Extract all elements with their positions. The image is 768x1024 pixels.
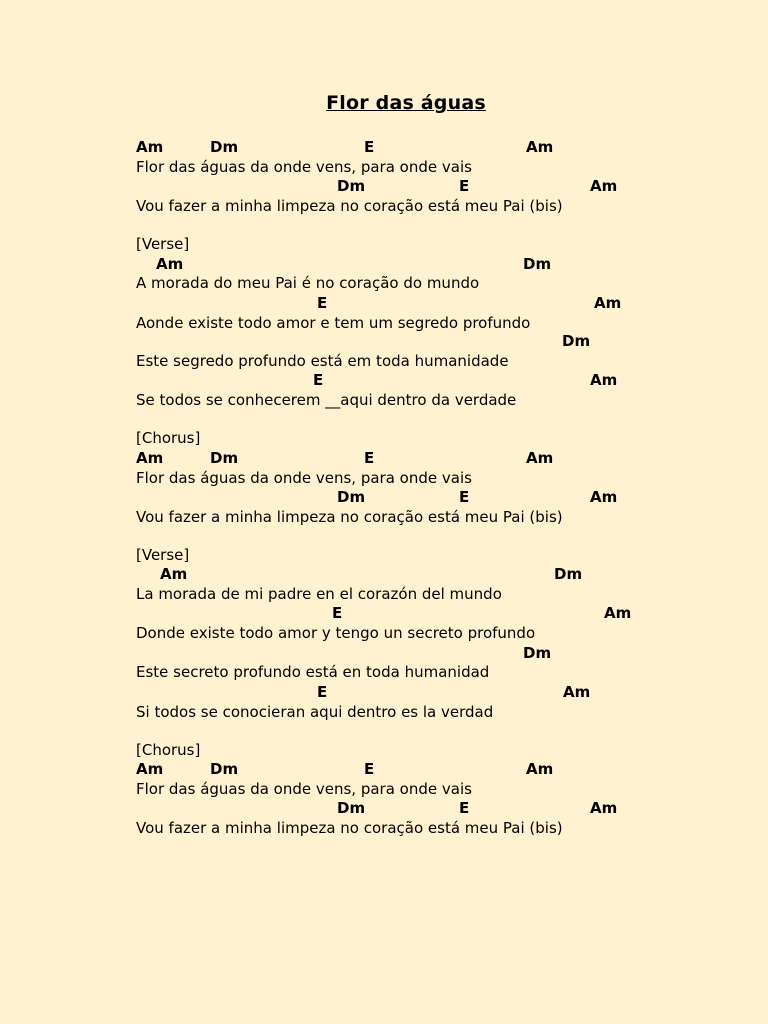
lyric-line: Si todos se conocieran aqui dentro es la verdad <box>136 703 494 721</box>
section-label: [Verse] <box>136 235 190 253</box>
lyric-line: Flor das águas da onde vens, para onde vais <box>136 469 472 487</box>
chord: Dm <box>210 138 239 156</box>
section-label: [Chorus] <box>136 741 201 759</box>
chord: E <box>364 138 375 156</box>
lyric-line: Donde existe todo amor y tengo un secreto profundo <box>136 624 536 642</box>
chord: Am <box>136 760 164 778</box>
chord: E <box>313 371 324 389</box>
chord: E <box>317 294 328 312</box>
section-label: [Verse] <box>136 546 190 564</box>
song-sheet <box>136 0 756 1024</box>
chord: E <box>317 683 328 701</box>
chord: E <box>459 488 470 506</box>
chord: Am <box>526 449 554 467</box>
chord: Dm <box>562 332 591 350</box>
lyric-line: Flor das águas da onde vens, para onde vais <box>136 158 472 176</box>
lyric-line: Vou fazer a minha limpeza no coração está meu Pai (bis) <box>136 508 563 526</box>
chord: Am <box>590 177 618 195</box>
chord: Am <box>136 138 164 156</box>
lyric-line: Flor das águas da onde vens, para onde vais <box>136 780 472 798</box>
lyric-line: Vou fazer a minha limpeza no coração está meu Pai (bis) <box>136 197 563 215</box>
chord: Am <box>136 449 164 467</box>
lyric-line: La morada de mi padre en el corazón del mundo <box>136 585 502 603</box>
chord: E <box>364 449 375 467</box>
chord: E <box>459 177 470 195</box>
chord: Am <box>590 799 618 817</box>
chord: Dm <box>210 760 239 778</box>
chord: Dm <box>210 449 239 467</box>
lyric-line: Vou fazer a minha limpeza no coração está meu Pai (bis) <box>136 819 563 837</box>
song-title: Flor das águas <box>326 92 486 114</box>
chord: E <box>364 760 375 778</box>
chord: Am <box>160 565 188 583</box>
chord: Dm <box>337 488 366 506</box>
chord: Dm <box>337 799 366 817</box>
chord: Dm <box>554 565 583 583</box>
chord: Am <box>526 760 554 778</box>
chord: Am <box>604 604 632 622</box>
chord: Dm <box>523 644 552 662</box>
section-label: [Chorus] <box>136 429 201 447</box>
chord: E <box>332 604 343 622</box>
chord: Am <box>590 488 618 506</box>
chord: Am <box>156 255 184 273</box>
chord: Am <box>590 371 618 389</box>
chord: Am <box>563 683 591 701</box>
chord: E <box>459 799 470 817</box>
chord: Dm <box>337 177 366 195</box>
chord: Dm <box>523 255 552 273</box>
lyric-line: Se todos se conhecerem __aqui dentro da verdade <box>136 391 517 409</box>
lyric-line: Este segredo profundo está em toda humanidade <box>136 352 509 370</box>
lyric-line: A morada do meu Pai é no coração do mundo <box>136 274 480 292</box>
lyric-line: Aonde existe todo amor e tem um segredo profundo <box>136 314 531 332</box>
chord: Am <box>594 294 622 312</box>
chord: Am <box>526 138 554 156</box>
lyric-line: Este secreto profundo está en toda humanidad <box>136 663 490 681</box>
